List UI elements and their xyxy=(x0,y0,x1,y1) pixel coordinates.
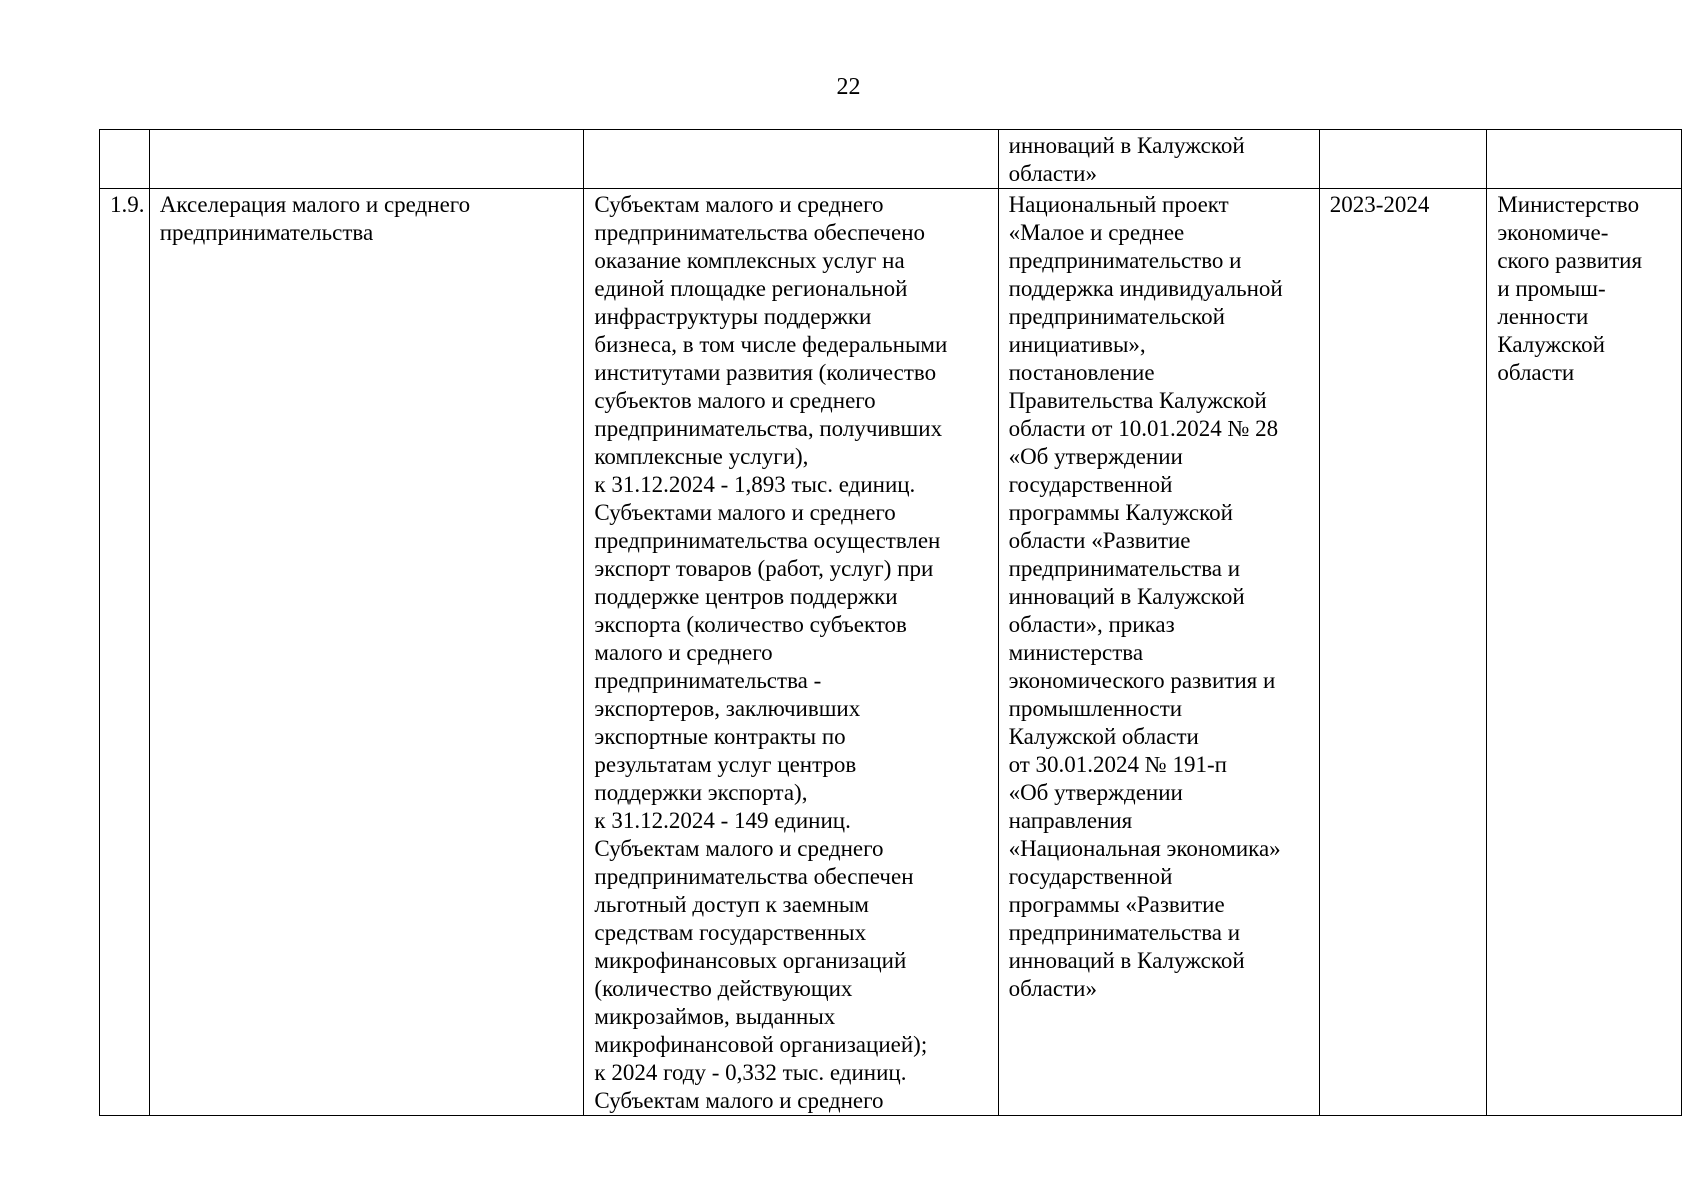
cell-responsible xyxy=(1487,130,1682,189)
cell-expected-result xyxy=(584,130,998,189)
cell-number xyxy=(100,130,150,189)
cell-documents: инноваций в Калужской области» xyxy=(998,130,1319,189)
cell-expected-result: Субъектам малого и среднего предпринимательства обеспечено оказание комплексных услуг на единой площадке региональной инфраструктуры поддержки бизнеса, в том числе федеральными институтами развития (количество субъектов малого и среднего предпринимательства, получивших комплексные услуги), к 31.12.2024 - 1,893 тыс. единиц. Субъектами малого и среднего предпринимательства осуществлен экспорт товаров (работ, услуг) при поддержке центров поддержки экспорта (количество субъектов малого и среднего предпринимательства - экспортеров, заключивших экспортные контракты по результатам услуг центров поддержки экспорта), к 31.12.2024 - 149 единиц. Субъектам малого и среднего предпринимательства обеспечен льготный доступ к заемным средствам государственных микрофинансовых организаций (количество действующих микрозаймов, выданных микрофинансовой организацией); к 2024 году - 0,332 тыс. единиц. Субъектам малого и среднего xyxy=(584,189,998,1116)
cell-period xyxy=(1319,130,1487,189)
table-row-continuation xyxy=(100,130,1682,189)
page-number: 22 xyxy=(836,74,861,100)
table-row xyxy=(100,189,1682,1116)
cell-measure-name xyxy=(149,130,584,189)
cell-period: 2023-2024 xyxy=(1319,189,1487,1116)
measures-table xyxy=(99,129,1682,1116)
cell-documents: Национальный проект «Малое и среднее предпринимательство и поддержка индивидуальной предпринимательской инициативы», постановление Правительства Калужской области от 10.01.2024 № 28 «Об утверждении государственной программы Калужской области «Развитие предпринимательства и инноваций в Калужской области», приказ министерства экономического развития и промышленности Калужской области от 30.01.2024 № 191-п «Об утверждении направления «Национальная экономика» государственной программы «Развитие предпринимательства и инноваций в Калужской области» xyxy=(998,189,1319,1116)
cell-number: 1.9. xyxy=(100,189,150,1116)
cell-responsible: Министерство экономиче- ского развития и промыш- ленности Калужской области xyxy=(1487,189,1682,1116)
cell-measure-name: Акселерация малого и среднего предпринимательства xyxy=(149,189,584,1116)
